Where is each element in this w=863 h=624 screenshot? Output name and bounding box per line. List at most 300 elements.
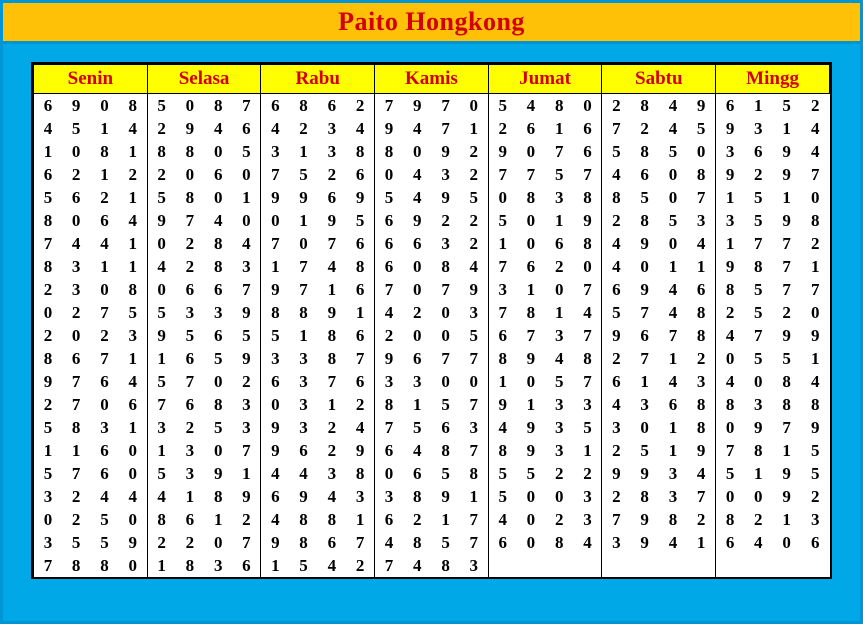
digit-cell: 1	[488, 370, 516, 393]
digit-cell: 0	[687, 140, 715, 163]
digit-cell: 6	[630, 163, 658, 186]
digit-cell: 8	[176, 140, 204, 163]
digit-cell: 4	[460, 255, 488, 278]
digit-cell: 9	[232, 301, 260, 324]
digit-cell: 5	[488, 209, 516, 232]
digit-cell: 8	[687, 301, 715, 324]
digit-cell: 9	[630, 278, 658, 301]
digit-cell: 3	[659, 462, 687, 485]
digit-cell: 1	[460, 485, 488, 508]
digit-cell: 9	[289, 186, 317, 209]
digit-cell: 3	[744, 393, 772, 416]
digit-cell: 6	[488, 324, 516, 347]
digit-cell: 8	[687, 416, 715, 439]
digit-cell: 1	[318, 393, 346, 416]
digit-cell: 2	[716, 301, 744, 324]
digit-cell	[545, 554, 573, 577]
digit-cell: 9	[716, 163, 744, 186]
paito-table-container	[31, 62, 832, 579]
digit-cell: 8	[630, 140, 658, 163]
digit-cell: 6	[204, 163, 232, 186]
digit-cell: 8	[176, 186, 204, 209]
digit-cell: 8	[375, 393, 403, 416]
digit-cell: 9	[431, 140, 459, 163]
digit-cell: 1	[517, 278, 545, 301]
digit-cell: 6	[346, 324, 374, 347]
digit-cell: 4	[801, 370, 830, 393]
digit-cell: 9	[602, 462, 630, 485]
digit-cell: 4	[801, 140, 830, 163]
digit-cell: 9	[488, 393, 516, 416]
digit-cell: 4	[119, 370, 147, 393]
digit-cell: 0	[630, 255, 658, 278]
digit-cell: 1	[630, 370, 658, 393]
digit-cell: 0	[801, 186, 830, 209]
digit-cell: 1	[744, 462, 772, 485]
digit-cell: 2	[34, 278, 62, 301]
digit-cell: 7	[574, 370, 602, 393]
digit-cell: 1	[659, 439, 687, 462]
digit-cell: 4	[204, 117, 232, 140]
digit-cell: 4	[403, 554, 431, 577]
digit-cell: 2	[62, 301, 90, 324]
digit-cell: 1	[119, 416, 147, 439]
digit-cell: 9	[176, 117, 204, 140]
digit-cell: 6	[716, 94, 744, 118]
digit-cell: 1	[801, 347, 830, 370]
digit-cell: 3	[318, 117, 346, 140]
digit-cell: 3	[261, 347, 289, 370]
header-row	[34, 65, 830, 94]
digit-cell: 4	[375, 301, 403, 324]
digit-cell: 1	[431, 508, 459, 531]
digit-cell: 9	[630, 462, 658, 485]
digit-cell: 7	[460, 531, 488, 554]
digit-cell: 8	[574, 186, 602, 209]
digit-cell: 2	[90, 324, 118, 347]
digit-cell: 8	[630, 485, 658, 508]
digit-cell: 7	[261, 232, 289, 255]
digit-cell: 8	[289, 508, 317, 531]
digit-cell: 8	[801, 209, 830, 232]
digit-cell: 1	[744, 94, 772, 118]
digit-cell: 3	[460, 301, 488, 324]
digit-cell: 3	[744, 117, 772, 140]
digit-cell: 3	[545, 393, 573, 416]
digit-cell: 4	[34, 117, 62, 140]
digit-cell: 9	[375, 347, 403, 370]
digit-cell: 1	[801, 255, 830, 278]
digit-cell: 0	[460, 94, 488, 118]
digit-cell: 1	[147, 439, 175, 462]
digit-cell: 2	[318, 416, 346, 439]
digit-cell	[744, 554, 772, 577]
digit-cell: 2	[232, 370, 260, 393]
digit-cell: 1	[90, 255, 118, 278]
digit-cell: 4	[261, 117, 289, 140]
digit-cell: 3	[147, 416, 175, 439]
digit-cell	[602, 554, 630, 577]
digit-cell: 2	[346, 554, 374, 577]
digit-cell: 8	[716, 508, 744, 531]
digit-cell: 6	[261, 370, 289, 393]
digit-cell: 9	[204, 462, 232, 485]
digit-cell: 6	[176, 278, 204, 301]
digit-cell: 3	[545, 439, 573, 462]
digit-cell: 9	[318, 209, 346, 232]
digit-cell: 8	[375, 140, 403, 163]
digit-cell: 8	[545, 94, 573, 118]
table-row	[34, 301, 830, 324]
digit-cell: 3	[232, 255, 260, 278]
digit-cell: 0	[204, 439, 232, 462]
digit-cell: 4	[232, 232, 260, 255]
digit-cell: 3	[62, 255, 90, 278]
digit-cell: 5	[460, 186, 488, 209]
digit-cell: 7	[772, 232, 800, 255]
digit-cell: 8	[34, 209, 62, 232]
digit-cell: 7	[716, 439, 744, 462]
digit-cell: 9	[62, 94, 90, 118]
digit-cell: 0	[147, 232, 175, 255]
digit-cell: 8	[431, 439, 459, 462]
digit-cell: 0	[119, 439, 147, 462]
digit-cell: 3	[460, 416, 488, 439]
digit-cell: 9	[403, 94, 431, 118]
digit-cell: 4	[119, 117, 147, 140]
digit-cell: 0	[716, 347, 744, 370]
digit-cell: 0	[119, 462, 147, 485]
digit-cell: 7	[431, 347, 459, 370]
digit-cell: 0	[204, 370, 232, 393]
digit-cell: 5	[90, 531, 118, 554]
digit-cell: 9	[261, 531, 289, 554]
column-header-mingg: Mingg	[716, 65, 830, 94]
digit-cell: 7	[34, 232, 62, 255]
digit-cell	[801, 554, 830, 577]
digit-cell: 5	[687, 117, 715, 140]
digit-cell: 0	[232, 163, 260, 186]
digit-cell: 9	[289, 485, 317, 508]
digit-cell: 8	[289, 301, 317, 324]
digit-cell: 9	[261, 416, 289, 439]
digit-cell: 9	[488, 140, 516, 163]
digit-cell: 0	[403, 140, 431, 163]
digit-cell: 7	[318, 232, 346, 255]
digit-cell: 5	[204, 416, 232, 439]
digit-cell: 2	[431, 209, 459, 232]
digit-cell: 0	[517, 232, 545, 255]
digit-cell: 7	[62, 462, 90, 485]
digit-cell: 9	[574, 209, 602, 232]
digit-cell: 6	[403, 462, 431, 485]
digit-cell: 5	[488, 94, 516, 118]
digit-cell: 9	[232, 485, 260, 508]
digit-cell: 2	[545, 462, 573, 485]
digit-cell: 5	[34, 416, 62, 439]
digit-cell: 6	[403, 347, 431, 370]
digit-cell: 0	[488, 186, 516, 209]
table-row	[34, 508, 830, 531]
digit-cell: 7	[687, 186, 715, 209]
digit-cell: 9	[261, 186, 289, 209]
digit-cell: 1	[147, 554, 175, 577]
digit-cell: 1	[687, 255, 715, 278]
digit-cell: 7	[574, 278, 602, 301]
digit-cell: 6	[375, 508, 403, 531]
digit-cell: 0	[431, 301, 459, 324]
digit-cell: 2	[119, 163, 147, 186]
digit-cell: 7	[34, 554, 62, 577]
digit-cell: 8	[772, 370, 800, 393]
digit-cell: 5	[62, 531, 90, 554]
digit-cell: 7	[772, 416, 800, 439]
digit-cell: 8	[716, 278, 744, 301]
digit-cell: 6	[545, 232, 573, 255]
digit-cell: 1	[261, 554, 289, 577]
digit-cell: 3	[176, 462, 204, 485]
digit-cell: 3	[574, 393, 602, 416]
digit-cell: 9	[772, 485, 800, 508]
digit-cell: 0	[659, 186, 687, 209]
digit-cell: 2	[34, 393, 62, 416]
digit-cell: 7	[630, 301, 658, 324]
digit-cell: 0	[716, 416, 744, 439]
digit-cell: 6	[801, 531, 830, 554]
digit-cell: 0	[119, 554, 147, 577]
digit-cell: 8	[630, 209, 658, 232]
digit-cell: 4	[403, 117, 431, 140]
digit-cell: 8	[744, 255, 772, 278]
digit-cell: 4	[90, 232, 118, 255]
digit-cell: 4	[659, 94, 687, 118]
digit-cell: 9	[801, 416, 830, 439]
digit-cell: 6	[744, 140, 772, 163]
digit-cell: 9	[517, 416, 545, 439]
digit-cell: 5	[545, 163, 573, 186]
digit-cell: 0	[431, 324, 459, 347]
digit-cell: 3	[488, 278, 516, 301]
digit-cell: 1	[659, 255, 687, 278]
digit-cell: 4	[687, 232, 715, 255]
digit-cell: 5	[716, 462, 744, 485]
digit-cell	[659, 554, 687, 577]
digit-cell: 0	[659, 232, 687, 255]
digit-cell: 5	[488, 462, 516, 485]
digit-cell: 6	[204, 278, 232, 301]
table-row	[34, 186, 830, 209]
digit-cell: 8	[659, 508, 687, 531]
digit-cell: 6	[375, 255, 403, 278]
title-bar	[3, 3, 860, 44]
digit-cell: 2	[801, 232, 830, 255]
digit-cell: 4	[602, 393, 630, 416]
digit-cell: 9	[232, 347, 260, 370]
digit-cell: 8	[517, 301, 545, 324]
digit-cell: 1	[772, 117, 800, 140]
digit-cell: 0	[62, 209, 90, 232]
digit-cell: 7	[460, 508, 488, 531]
digit-cell: 4	[716, 324, 744, 347]
digit-cell: 8	[204, 393, 232, 416]
digit-cell: 3	[289, 370, 317, 393]
digit-cell: 2	[176, 255, 204, 278]
digit-cell: 4	[318, 485, 346, 508]
digit-cell: 0	[176, 94, 204, 118]
digit-cell: 1	[574, 439, 602, 462]
digit-cell: 2	[62, 163, 90, 186]
digit-cell: 4	[545, 347, 573, 370]
digit-cell: 2	[346, 393, 374, 416]
digit-cell: 1	[346, 508, 374, 531]
digit-cell: 4	[346, 416, 374, 439]
digit-cell: 3	[289, 393, 317, 416]
digit-cell: 6	[176, 393, 204, 416]
digit-cell: 4	[659, 117, 687, 140]
digit-cell: 0	[517, 508, 545, 531]
digit-cell: 5	[801, 462, 830, 485]
digit-cell: 9	[602, 324, 630, 347]
table-head	[34, 65, 830, 94]
digit-cell	[716, 554, 744, 577]
digit-cell: 4	[119, 209, 147, 232]
digit-cell: 8	[346, 255, 374, 278]
digit-cell: 5	[602, 140, 630, 163]
digit-cell: 0	[574, 255, 602, 278]
digit-cell: 7	[375, 554, 403, 577]
digit-cell: 7	[460, 439, 488, 462]
digit-cell: 8	[346, 140, 374, 163]
digit-cell: 7	[517, 163, 545, 186]
digit-cell: 7	[602, 508, 630, 531]
digit-cell: 1	[772, 439, 800, 462]
digit-cell: 8	[545, 531, 573, 554]
digit-cell: 2	[602, 94, 630, 118]
digit-cell: 5	[545, 370, 573, 393]
column-header-sabtu: Sabtu	[602, 65, 716, 94]
table-row	[34, 554, 830, 577]
digit-cell: 8	[431, 554, 459, 577]
digit-cell: 5	[204, 347, 232, 370]
digit-cell: 4	[289, 462, 317, 485]
digit-cell: 4	[318, 554, 346, 577]
digit-cell: 8	[630, 94, 658, 118]
digit-cell: 2	[147, 117, 175, 140]
digit-cell: 3	[119, 324, 147, 347]
digit-cell: 8	[318, 347, 346, 370]
table-row	[34, 209, 830, 232]
digit-cell: 0	[517, 209, 545, 232]
digit-cell: 4	[261, 508, 289, 531]
digit-cell: 2	[602, 347, 630, 370]
digit-cell: 2	[62, 485, 90, 508]
page-title: Paito Hongkong	[338, 7, 525, 36]
digit-cell: 1	[403, 393, 431, 416]
digit-cell: 2	[545, 508, 573, 531]
digit-cell: 3	[545, 186, 573, 209]
digit-cell: 3	[574, 485, 602, 508]
digit-cell: 5	[659, 140, 687, 163]
digit-cell: 0	[545, 278, 573, 301]
digit-cell: 0	[460, 370, 488, 393]
digit-cell: 3	[602, 531, 630, 554]
digit-cell: 2	[318, 439, 346, 462]
digit-cell: 2	[630, 117, 658, 140]
digit-cell: 8	[62, 416, 90, 439]
digit-cell: 5	[431, 393, 459, 416]
digit-cell: 5	[346, 209, 374, 232]
digit-cell: 2	[574, 462, 602, 485]
digit-cell: 0	[403, 324, 431, 347]
digit-cell: 8	[119, 278, 147, 301]
digit-cell: 6	[90, 462, 118, 485]
digit-cell: 9	[801, 324, 830, 347]
digit-cell: 4	[90, 485, 118, 508]
digit-cell: 3	[431, 163, 459, 186]
digit-cell: 9	[687, 439, 715, 462]
digit-cell: 2	[460, 209, 488, 232]
digit-cell: 3	[204, 301, 232, 324]
digit-cell: 8	[289, 94, 317, 118]
digit-cell: 6	[90, 439, 118, 462]
digit-cell: 0	[147, 278, 175, 301]
digit-cell: 9	[716, 255, 744, 278]
digit-cell: 8	[204, 255, 232, 278]
digit-cell: 0	[62, 324, 90, 347]
digit-cell: 7	[801, 278, 830, 301]
digit-cell: 9	[261, 439, 289, 462]
digit-cell: 7	[147, 393, 175, 416]
digit-cell: 0	[517, 140, 545, 163]
digit-cell: 0	[744, 370, 772, 393]
table-row	[34, 94, 830, 118]
digit-cell: 0	[375, 163, 403, 186]
digit-cell: 0	[403, 278, 431, 301]
digit-cell: 8	[716, 393, 744, 416]
digit-cell: 1	[90, 163, 118, 186]
digit-cell: 0	[90, 278, 118, 301]
digit-cell: 6	[346, 163, 374, 186]
digit-cell: 7	[375, 278, 403, 301]
digit-cell: 7	[176, 370, 204, 393]
digit-cell: 7	[460, 393, 488, 416]
digit-cell: 5	[62, 117, 90, 140]
digit-cell: 7	[90, 347, 118, 370]
digit-cell: 7	[574, 324, 602, 347]
digit-cell: 7	[630, 347, 658, 370]
digit-cell: 2	[801, 485, 830, 508]
digit-cell: 1	[488, 232, 516, 255]
digit-cell: 4	[204, 209, 232, 232]
table-row	[34, 416, 830, 439]
digit-cell: 5	[431, 462, 459, 485]
digit-cell: 4	[659, 531, 687, 554]
digit-cell: 5	[90, 508, 118, 531]
digit-cell: 3	[232, 393, 260, 416]
digit-cell: 3	[659, 485, 687, 508]
digit-cell: 7	[431, 94, 459, 118]
digit-cell: 4	[687, 462, 715, 485]
digit-cell: 5	[289, 163, 317, 186]
digit-cell: 2	[34, 324, 62, 347]
digit-cell: 8	[517, 186, 545, 209]
digit-cell: 3	[375, 485, 403, 508]
digit-cell: 2	[375, 324, 403, 347]
digit-cell: 2	[232, 508, 260, 531]
digit-cell: 5	[744, 209, 772, 232]
digit-cell: 9	[772, 324, 800, 347]
digit-cell: 3	[716, 209, 744, 232]
